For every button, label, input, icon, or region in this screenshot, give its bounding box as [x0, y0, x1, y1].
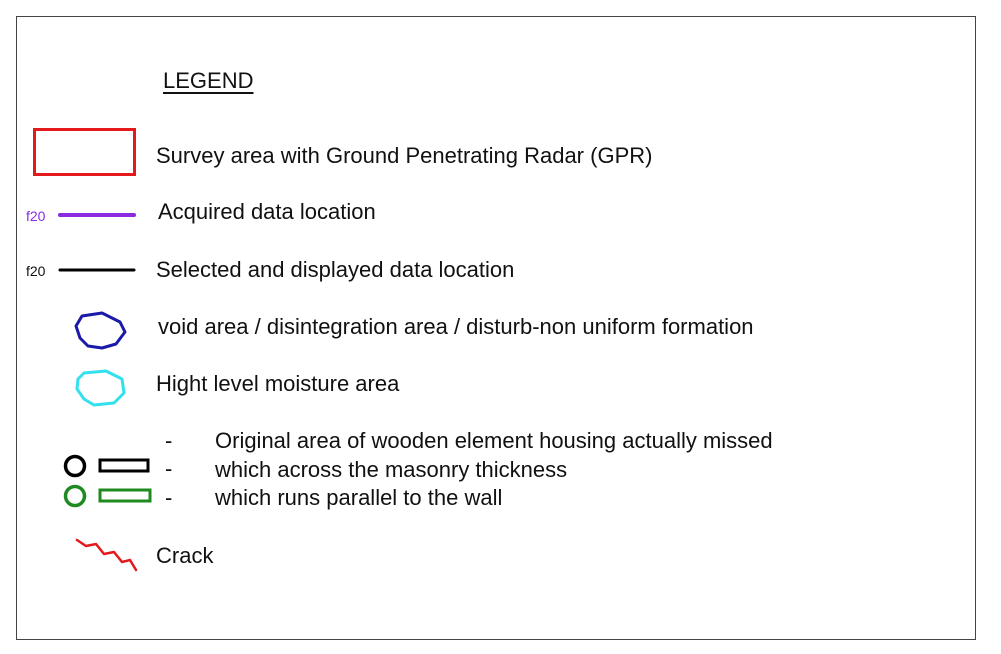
- survey-area-label: Survey area with Ground Penetrating Radar (GPR): [156, 143, 653, 168]
- wood-parallel-rect-icon: [98, 488, 154, 506]
- survey-area-rect: [35, 130, 135, 175]
- acquired-label: Acquired data location: [158, 199, 376, 224]
- wooden-heading: Original area of wooden element housing actually missed: [215, 428, 773, 453]
- moisture-area-icon: [72, 367, 128, 409]
- wood-across-rect-icon: [98, 458, 152, 476]
- moisture-area-label: Hight level moisture area: [156, 371, 400, 396]
- acquired-prefix: f20: [26, 208, 46, 224]
- wood-parallel-circle-icon: [62, 483, 88, 509]
- wood-parallel-rect: [100, 490, 150, 501]
- legend-title: LEGEND: [163, 68, 254, 93]
- selected-line-icon: [58, 265, 136, 275]
- wood-parallel-circle: [66, 487, 85, 506]
- void-area-label: void area / disintegration area / disturb-non uniform formation: [158, 314, 754, 339]
- survey-area-icon: [33, 128, 137, 178]
- void-area-icon: [72, 310, 128, 352]
- void-blob: [76, 313, 125, 348]
- wood-across-circle: [66, 457, 85, 476]
- wooden-dash-1: -: [165, 428, 173, 453]
- crack-label: Crack: [156, 543, 214, 568]
- wood-across-rect: [100, 460, 148, 471]
- wooden-dash-3: -: [165, 485, 173, 510]
- selected-label: Selected and displayed data location: [156, 257, 515, 282]
- wooden-dash-2: -: [165, 456, 173, 481]
- moisture-blob: [77, 371, 124, 405]
- wood-parallel-label: which runs parallel to the wall: [215, 485, 503, 510]
- acquired-line-icon: [58, 210, 136, 220]
- wood-across-label: which across the masonry thickness: [215, 457, 568, 482]
- selected-prefix: f20: [26, 263, 46, 279]
- wood-across-circle-icon: [62, 453, 88, 479]
- crack-line: [77, 540, 136, 570]
- crack-icon: [74, 532, 144, 576]
